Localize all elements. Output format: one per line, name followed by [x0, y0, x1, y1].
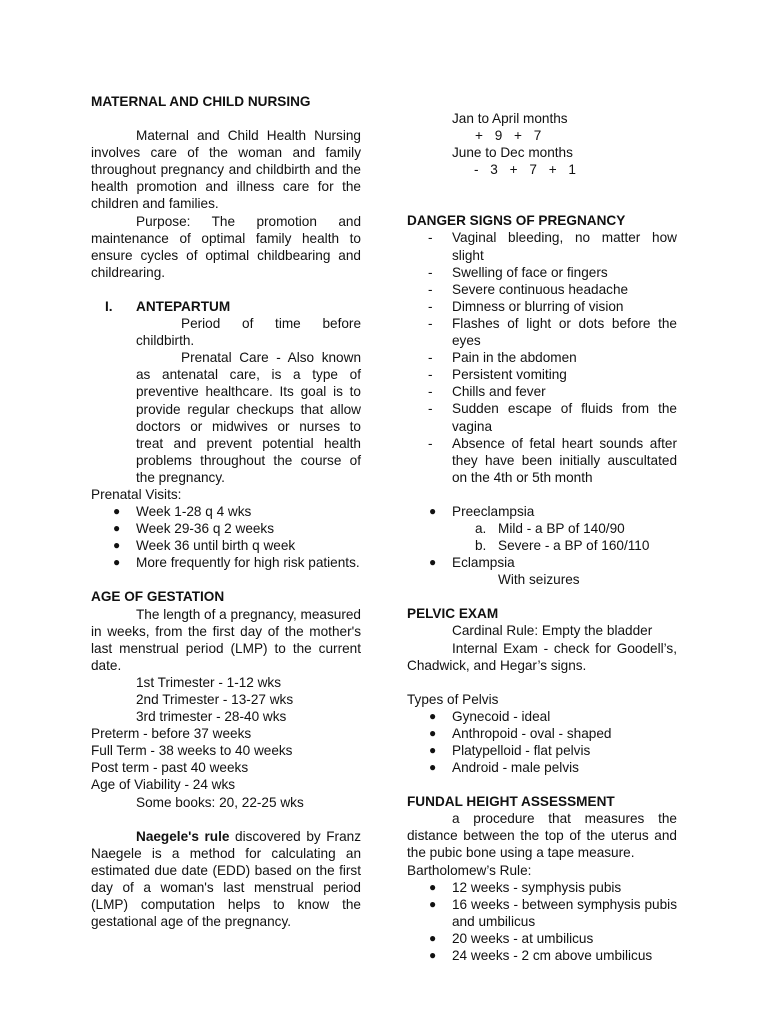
- dash-icon: -: [428, 384, 433, 400]
- bullet-icon: ●: [429, 948, 437, 963]
- eclampsia-list: [407, 554, 677, 571]
- list-item: - Flashes of light or dots before the eyes: [428, 315, 677, 349]
- antepartum-title: ANTEPARTUM: [136, 298, 231, 314]
- dash-icon: -: [428, 230, 433, 246]
- preeclampsia-list: [407, 503, 677, 520]
- list-item: ● Week 1-28 q 4 wks: [113, 504, 252, 520]
- list-item: ● 24 weeks - 2 cm above umbilicus: [429, 948, 653, 964]
- left-column: [91, 93, 361, 930]
- trimester-line: 3rd trimester - 28-40 wks: [136, 709, 287, 725]
- bullet-icon: ●: [429, 708, 437, 723]
- list-item: - Dimness or blurring of vision: [428, 298, 624, 314]
- term-line: Full Term - 38 weeks to 40 weeks: [91, 743, 293, 759]
- naegele-line: Jan to April months: [452, 111, 568, 126]
- bullet-icon: ●: [113, 555, 121, 570]
- list-item: ● 16 weeks - between symphysis pubis and umbilicus: [429, 896, 677, 929]
- danger-signs-list: [407, 229, 677, 485]
- list-item: ● Gynecoid - ideal: [429, 708, 551, 724]
- dash-icon: -: [428, 401, 433, 417]
- bullet-icon: ●: [429, 725, 437, 740]
- naegele-text: discovered by Franz Naegele is a method for calculating an estimated due date (EDD) based on the first day of a woman's last menstrual period (LMP) computation helps to know the gestational age of the pregnancy.: [91, 828, 361, 930]
- list-item: ● Android - male pelvis: [429, 760, 579, 776]
- dash-icon: -: [428, 264, 433, 280]
- term-line: Preterm - before 37 weeks: [91, 726, 252, 742]
- list-item: - Severe continuous headache: [428, 281, 629, 297]
- list-item: - Vaginal bleeding, no matter how slight: [428, 230, 677, 263]
- list-item: ● Week 29-36 q 2 weeks: [113, 521, 275, 537]
- antepartum-heading: [91, 298, 361, 315]
- gestation-definition: The length of a pregnancy, measured in weeks, from the first day of the mother's last menstrual period (LMP) to the current date.: [91, 606, 361, 673]
- list-item: ● Platypelloid - flat pelvis: [429, 743, 591, 758]
- dash-icon: -: [428, 367, 433, 383]
- gestation-heading: AGE OF GESTATION: [91, 589, 225, 605]
- eclampsia-note: With seizures: [498, 572, 580, 588]
- list-item: - Sudden escape of fluids from the vagina: [428, 401, 677, 434]
- bullet-icon: ●: [429, 743, 437, 757]
- bullet-icon: ●: [429, 555, 437, 570]
- list-item: - Pain in the abdomen: [428, 350, 577, 366]
- internal-exam: Internal Exam - check for Goodell’s, Chadwick, and Hegar’s signs.: [407, 640, 677, 673]
- bullet-icon: ●: [429, 503, 437, 518]
- term-line: Age of Viability - 24 wks: [91, 777, 236, 793]
- pelvis-types-list: [407, 708, 677, 776]
- term-line: Post term - past 40 weeks: [91, 760, 249, 776]
- some-books-line: Some books: 20, 22-25 wks: [136, 794, 304, 810]
- naegele-formula: - 3 + 7 + 1: [474, 162, 576, 178]
- naegele-line: June to Dec months: [452, 145, 573, 161]
- intro-paragraph: Maternal and Child Health Nursing involves care of the woman and family throughout pregnancy and childbirth and the health promotion and illness care for the children and families.: [91, 128, 361, 212]
- list-item: ● 12 weeks - symphysis pubis: [429, 879, 622, 895]
- purpose-paragraph: Purpose: The promotion and maintenance of optimal family health to ensure cycles of optimal childbearing and childrearing.: [91, 213, 361, 280]
- list-item: ● 20 weeks - at umbilicus: [429, 930, 594, 946]
- list-item: - Persistent vomiting: [428, 367, 567, 383]
- list-item: ● Preeclampsia: [429, 503, 535, 519]
- bullet-icon: ●: [113, 538, 121, 553]
- bullet-icon: ●: [429, 930, 437, 945]
- naegele-paragraph: [91, 828, 361, 931]
- fundal-height-list: [407, 879, 677, 964]
- bullet-icon: ●: [429, 879, 437, 894]
- prenatal-visits-list: [91, 503, 361, 571]
- right-column: [407, 110, 677, 964]
- prenatal-visits-label: Prenatal Visits:: [91, 486, 182, 502]
- list-item: a. Mild - a BP of 140/90: [475, 520, 625, 536]
- prenatal-care-paragraph: Prenatal Care - Also known as antenatal care, is a type of preventive healthcare. Its goal is to provide regular checkups that allow doctors or midwives or nurses to treat and prevent potential health problems throughout the course of the pregnancy.: [136, 350, 361, 485]
- document-title: MATERNAL AND CHILD NURSING: [91, 94, 311, 109]
- danger-signs-heading: DANGER SIGNS OF PREGNANCY: [407, 213, 626, 229]
- list-item: ● Eclampsia: [429, 555, 515, 571]
- list-item: ● Week 36 until birth q week: [113, 538, 296, 554]
- list-item: ● Anthropoid - oval - shaped: [429, 725, 612, 741]
- antepartum-definition: Period of time before childbirth.: [136, 316, 361, 349]
- bullet-icon: ●: [429, 896, 437, 911]
- pelvis-types-label: Types of Pelvis: [407, 691, 499, 707]
- list-item: - Swelling of face or fingers: [428, 264, 608, 280]
- dash-icon: -: [428, 315, 433, 331]
- bullet-icon: ●: [113, 504, 121, 519]
- list-marker: b.: [475, 538, 487, 554]
- trimester-line: 1st Trimester - 1-12 wks: [136, 674, 282, 690]
- list-item: - Absence of fetal heart sounds after they have been initially auscultated on the 4th or 5th month: [428, 435, 677, 485]
- bullet-icon: ●: [113, 521, 121, 536]
- list-marker: a.: [475, 520, 487, 536]
- pelvic-exam-heading: PELVIC EXAM: [407, 606, 499, 622]
- preeclampsia-sublist: [407, 520, 677, 554]
- dash-icon: -: [428, 281, 433, 297]
- cardinal-rule: Cardinal Rule: Empty the bladder: [452, 623, 653, 639]
- bartholomew-rule-label: Bartholomew’s Rule:: [407, 862, 532, 878]
- fundal-height-definition: a procedure that measures the distance between the top of the uterus and the pubic bone using a tape measure.: [407, 811, 677, 861]
- section-number: I.: [105, 298, 113, 314]
- list-item: b. Severe - a BP of 160/110: [475, 538, 650, 554]
- trimester-line: 2nd Trimester - 13-27 wks: [136, 692, 294, 707]
- list-item: - Chills and fever: [428, 384, 546, 400]
- fundal-height-heading: FUNDAL HEIGHT ASSESSMENT: [407, 794, 615, 810]
- dash-icon: -: [428, 350, 433, 366]
- dash-icon: -: [428, 298, 433, 314]
- naegele-formula: + 9 + 7: [475, 128, 542, 144]
- bullet-icon: ●: [429, 760, 437, 775]
- dash-icon: -: [428, 435, 433, 451]
- list-item: ● More frequently for high risk patients.: [113, 555, 360, 571]
- naegele-term: Naegele's rule: [136, 828, 230, 844]
